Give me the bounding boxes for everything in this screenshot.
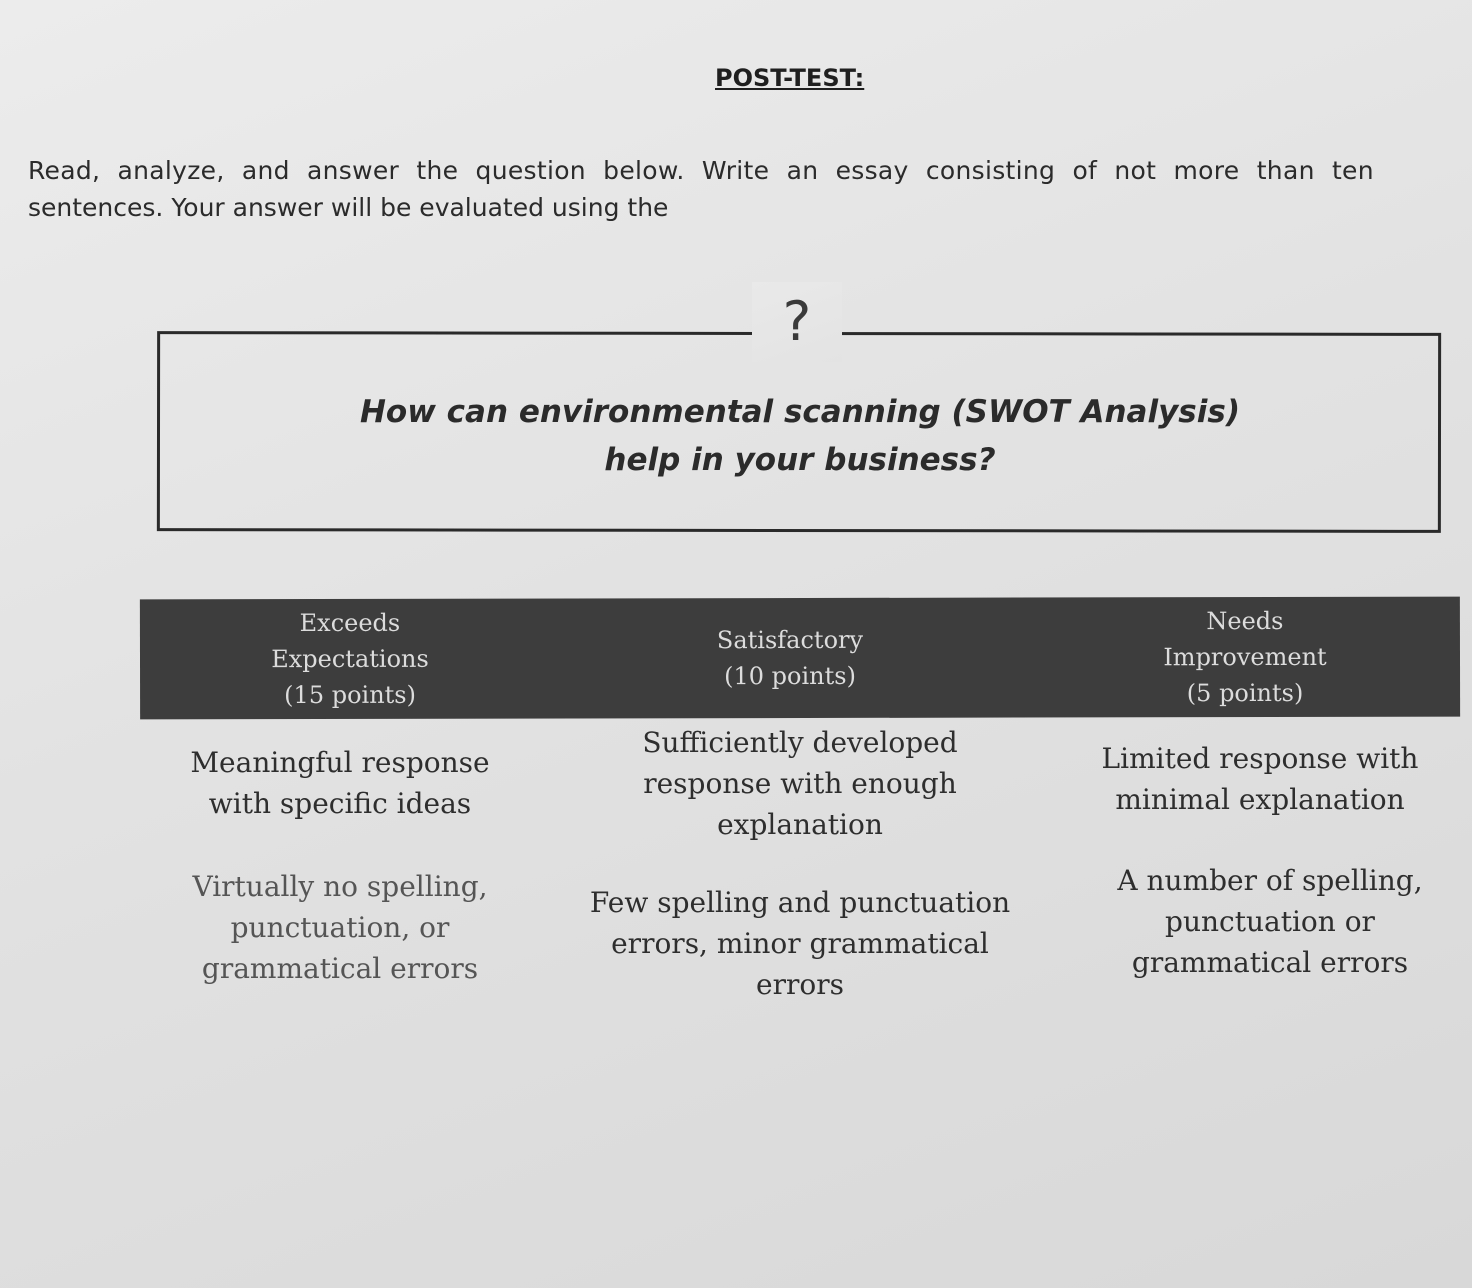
rubric-header-satisfactory bbox=[630, 598, 950, 719]
essay-question-line-1: How can environmental scanning (SWOT Analysis) bbox=[359, 394, 1241, 430]
rubric-cell-mechanics-satisfactory bbox=[550, 882, 1050, 1005]
rubric-header-needs-improvement bbox=[1085, 597, 1405, 718]
rubric-header-exceeds-line-1: Exceeds bbox=[299, 608, 401, 638]
rubric-cell-content-needs-improvement bbox=[1060, 738, 1460, 820]
rubric-header-row bbox=[140, 597, 1460, 720]
essay-question-line-2: help in your business? bbox=[604, 442, 996, 478]
rubric-cell-line: Meaningful response bbox=[190, 746, 490, 779]
rubric-cell-line: punctuation or bbox=[1165, 905, 1375, 938]
rubric-header-needs-line-3: (5 points) bbox=[1186, 678, 1304, 708]
rubric-header-satisfactory-line-1: Satisfactory bbox=[716, 625, 864, 655]
rubric-cell-mechanics-exceeds bbox=[140, 866, 540, 989]
rubric-cell-content-satisfactory bbox=[570, 722, 1030, 845]
rubric-header-needs-line-2: Improvement bbox=[1163, 642, 1327, 672]
rubric-cell-line: minimal explanation bbox=[1115, 783, 1405, 816]
rubric-cell-line: errors bbox=[756, 968, 844, 1001]
rubric-cell-line: A number of spelling, bbox=[1117, 864, 1423, 897]
question-mark-icon: ? bbox=[752, 282, 842, 362]
instructions-line-1: Read, analyze, and answer the question below. Write an essay consisting of not more than ten bbox=[28, 156, 1374, 185]
rubric-cell-line: errors, minor grammatical bbox=[611, 927, 989, 960]
rubric-cell-line: Virtually no spelling, bbox=[192, 870, 488, 903]
rubric-cell-line: Sufficiently developed bbox=[642, 726, 958, 759]
instructions bbox=[28, 152, 1468, 226]
rubric-cell-line: grammatical errors bbox=[201, 952, 479, 985]
rubric-cell-content-exceeds bbox=[140, 742, 540, 824]
rubric-cell-line: Limited response with bbox=[1101, 742, 1419, 775]
essay-question bbox=[160, 388, 1440, 484]
rubric-header-satisfactory-line-2: (10 points) bbox=[724, 661, 856, 691]
rubric-header-exceeds-line-2: Expectations bbox=[271, 644, 429, 674]
rubric-cell-mechanics-needs-improvement bbox=[1070, 860, 1470, 983]
rubric-header-exceeds-line-3: (15 points) bbox=[284, 680, 417, 710]
rubric-cell-line: response with enough bbox=[643, 767, 957, 800]
rubric-cell-line: grammatical errors bbox=[1131, 946, 1409, 979]
rubric-cell-line: Few spelling and punctuation bbox=[589, 886, 1011, 919]
rubric-header-needs-line-1: Needs bbox=[1206, 606, 1284, 636]
page-title: POST-TEST: bbox=[715, 64, 865, 92]
rubric-cell-line: with specific ideas bbox=[208, 787, 472, 820]
rubric-cell-line: punctuation, or bbox=[230, 911, 450, 944]
rubric-header-exceeds bbox=[190, 599, 510, 720]
rubric-cell-line: explanation bbox=[717, 808, 883, 841]
instructions-line-2: sentences. Your answer will be evaluated using the bbox=[28, 193, 669, 222]
